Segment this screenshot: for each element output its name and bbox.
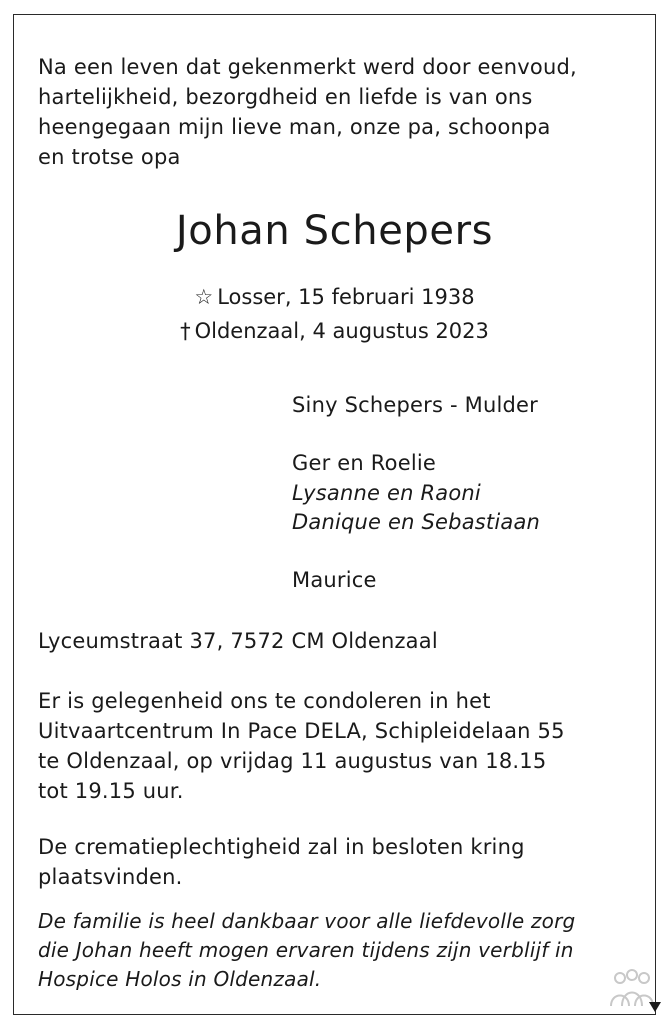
birth-text: Losser, 15 februari 1938 [217, 285, 475, 309]
family-child-2: Maurice [292, 568, 377, 592]
condolence-text: Er is gelegenheid ons te condoleren in het Uitvaartcentrum In Pace DELA, Schipleidelaan 55 te Oldenzaal, op vrijdag 11 augustus van 18.15 tot 19.15 uur. [38, 689, 565, 803]
death-line [0, 316, 669, 346]
deceased-name: Johan Schepers [175, 208, 494, 254]
cross-icon: † [180, 319, 191, 343]
family-grandchildren-1: Lysanne en Raoni [292, 481, 481, 505]
family-spouse: Siny Schepers - Mulder [292, 393, 538, 417]
star-icon: ☆ [194, 285, 214, 309]
triangle-down-icon[interactable] [648, 1000, 662, 1014]
address: Lyceumstraat 37, 7572 CM Oldenzaal [38, 629, 438, 653]
intro-text: Na een leven dat gekenmerkt werd door eenvoud, hartelijkheid, bezorgdheid en liefde is van ons heengegaan mijn lieve man, onze pa, schoonpa en trotse opa [38, 55, 577, 169]
cremation-text: De crematieplechtigheid zal in besloten kring plaatsvinden. [38, 835, 525, 889]
death-text: Oldenzaal, 4 augustus 2023 [194, 319, 489, 343]
family-child-1: Ger en Roelie [292, 451, 437, 475]
family-grandchildren-2: Danique en Sebastiaan [292, 510, 541, 534]
birth-line [0, 282, 669, 312]
thanks-text: De familie is heel dankbaar voor alle liefdevolle zorg die Johan heeft mogen ervaren tijdens zijn verblijf in Hospice Holos in Oldenzaal. [38, 909, 576, 991]
